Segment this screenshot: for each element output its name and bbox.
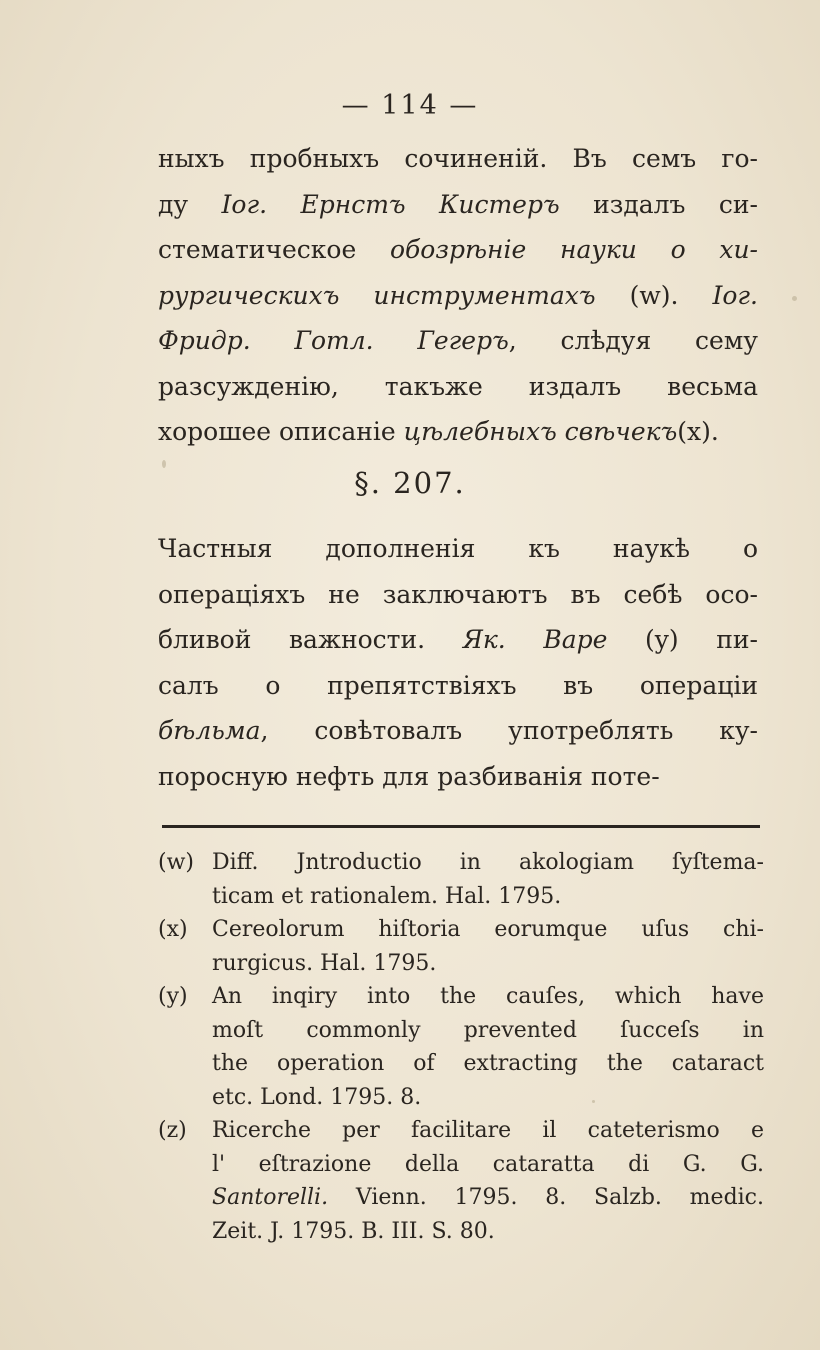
footnote-line: Cereolorum hiſtoria eorumque uſus chi- (212, 917, 764, 942)
italic-name: обозрѣніе науки о хи- (389, 235, 758, 264)
footnote-line: ticam et rationalem. Hal. 1795. (212, 883, 562, 909)
footnote-line: the operation of extracting the cataract (212, 1051, 764, 1076)
footnote-line: An inqiry into the cauſes, which have (212, 984, 764, 1009)
footnote-line: etc. Lond. 1795. 8. (212, 1084, 422, 1110)
italic-name: Як. Варе (462, 625, 608, 654)
text-line: Частныя дополненія къ наукѣ о (158, 534, 758, 563)
footnote-line: rurgicus. Hal. 1795. (212, 950, 437, 976)
section-heading: §. 207. (354, 466, 466, 500)
footnote-line: moſt commonly prevented ſucceſs in (212, 1017, 764, 1043)
text-line: разсужденію, такъже издалъ весьма (158, 371, 758, 401)
footnotes (158, 846, 764, 1248)
footnote-divider (162, 825, 760, 828)
text-line: рургическихъ инструментахъ (w). Іог. (158, 280, 758, 310)
italic-name: Santorelli. (212, 1185, 329, 1210)
footnote-line: Diff. Jntroductio in akologiam ſyſtema- (212, 850, 764, 875)
text-line: операціяхъ не заключаютъ въ себѣ осо- (158, 579, 758, 609)
footnote (158, 1114, 764, 1248)
paper-stain (162, 460, 166, 468)
italic-name: Фридр. Готл. Гегеръ (158, 326, 509, 355)
text-line: Фридр. Готл. Гегеръ, слѣдуя сему (158, 326, 758, 355)
text-line: хорошее описаніе цѣлебныхъ свѣчекъ(x). (158, 417, 719, 446)
footnote-label: (x) (158, 917, 188, 942)
paper-stain (592, 1100, 595, 1103)
text-line: поросную нефть для разбиванія поте- (158, 761, 660, 791)
text-line: бливой важности. Як. Варе (y) пи- (158, 625, 758, 654)
footnote (158, 846, 764, 913)
paragraph-2 (158, 526, 758, 799)
italic-name: Іог. Ернстъ Кистеръ (221, 189, 560, 219)
text-line: стематическое обозрѣніе науки о хи- (158, 235, 758, 264)
footnote (158, 913, 764, 980)
text-line: салъ о препятствіяхъ въ операціи (158, 670, 758, 700)
footnote-line: Ricerche per facilitare il cateterismo e (212, 1118, 764, 1143)
page-number: — 114 — (341, 90, 479, 121)
footnote (158, 980, 764, 1114)
footnote-line: Santorelli. Vienn. 1795. 8. Salzb. medic. (212, 1185, 764, 1210)
italic-name: Іог. (712, 280, 758, 310)
footnote-label: (w) (158, 850, 194, 875)
footnote-line: Zeit. J. 1795. B. III. S. 80. (212, 1218, 495, 1244)
italic-name: бѣльма (158, 716, 261, 745)
paragraph-1 (158, 136, 758, 455)
text-line: ду Іог. Ернстъ Кистеръ издалъ си- (158, 189, 759, 219)
footnote-label: (y) (158, 984, 188, 1009)
text-line: ныхъ пробныхъ сочиненій. Въ семъ го- (158, 144, 758, 173)
footnote-label: (z) (158, 1118, 187, 1143)
text-line: бѣльма, совѣтовалъ употреблять ку- (158, 716, 758, 745)
italic-name: рургическихъ инструментахъ (158, 280, 596, 310)
footnote-line: l' eſtrazione della cataratta di G. G. (212, 1151, 764, 1177)
italic-name: цѣлебныхъ свѣчекъ (403, 417, 678, 446)
paper-stain (792, 296, 797, 301)
